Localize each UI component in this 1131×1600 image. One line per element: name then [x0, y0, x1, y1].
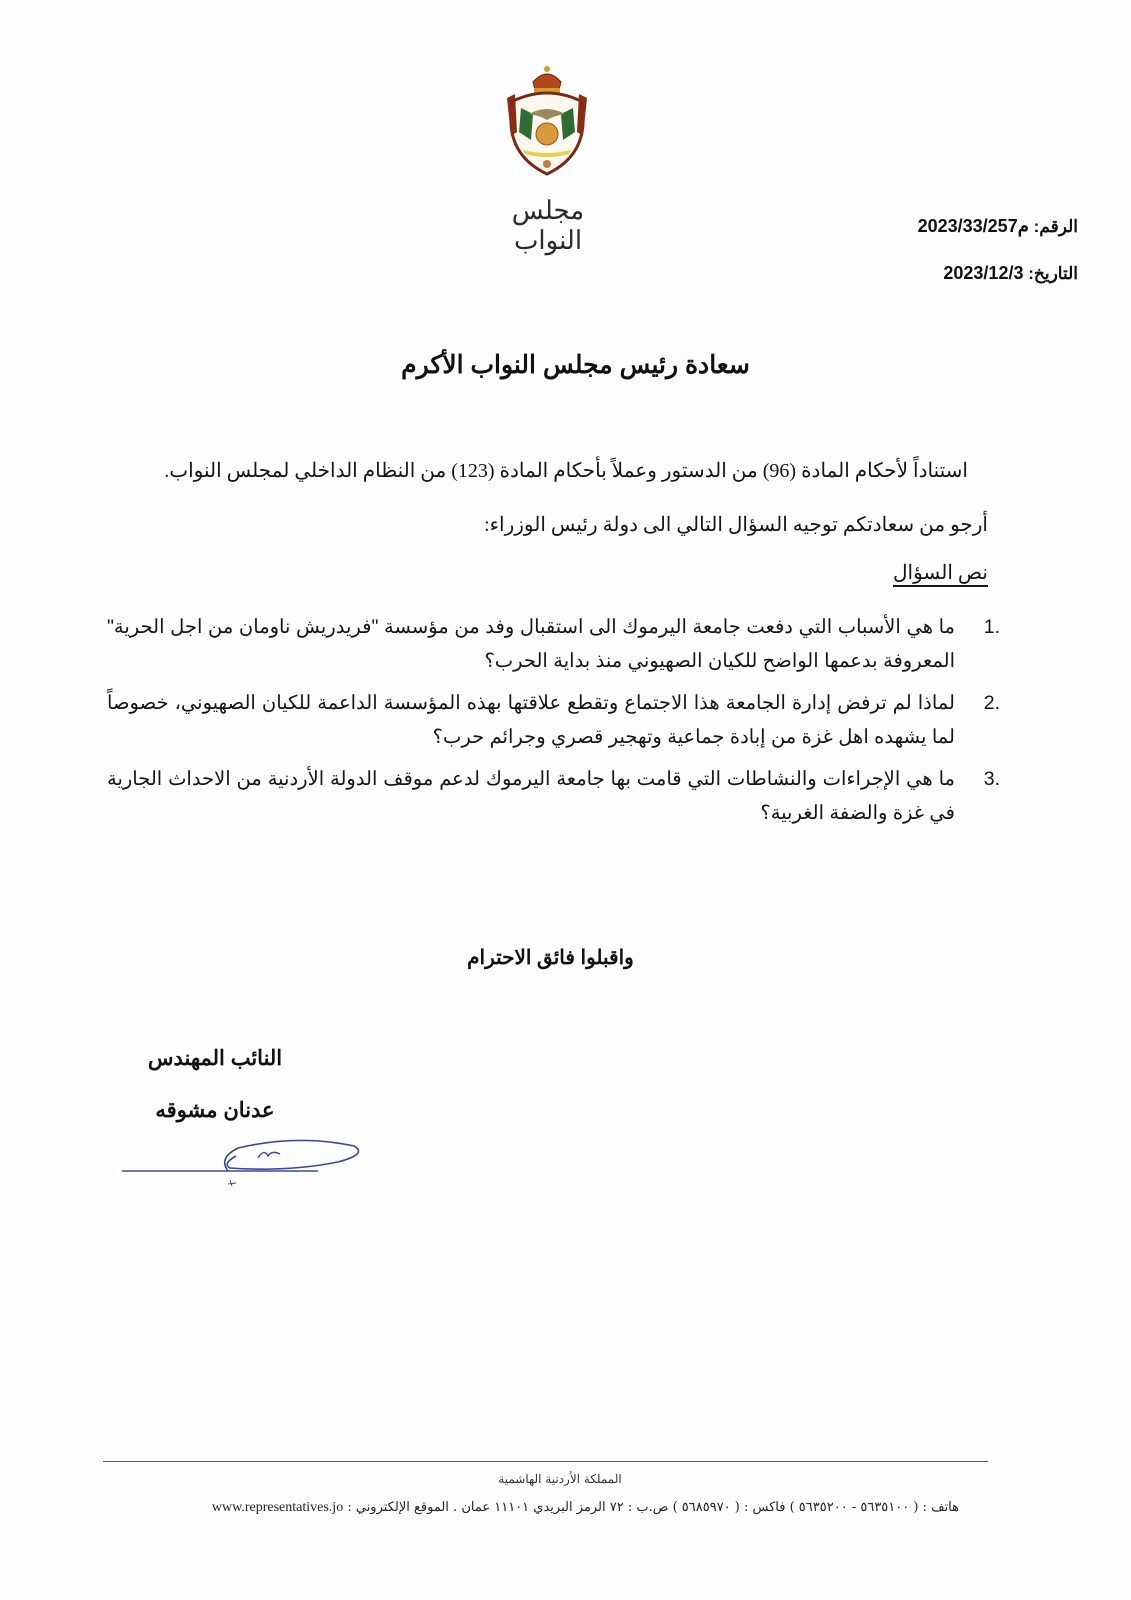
jordan-coat-of-arms-icon [503, 62, 591, 182]
question-text: ما هي الأسباب التي دفعت جامعة اليرموك الى استقبال وفد من مؤسسة "فريدريش ناومان من اجل الحرية" المعروفة بدعمها الواضح للكيان الصهيوني منذ بداية الحرب؟ [107, 616, 955, 672]
question-item [107, 610, 1000, 678]
closing-text: واقبلوا فائق الاحترام [467, 947, 634, 969]
footer-website-link[interactable]: www.representatives.jo [211, 1500, 344, 1515]
addressee-heading [0, 350, 1131, 380]
question-number: 2. [983, 692, 1000, 714]
reference-value: م2023/33/257 [917, 216, 1029, 236]
footer-kingdom-calligraphy: المملكة الأردنية الهاشمية [498, 1472, 622, 1486]
addressee-text: سعادة رئيس مجلس النواب الأكرم [401, 351, 750, 379]
letter-date [918, 250, 1078, 297]
reference-block [918, 203, 1078, 297]
signatory-name: عدنان مشوقه [155, 1099, 275, 1122]
date-value: 2023/12/3 [943, 263, 1024, 283]
handwritten-signature [118, 1128, 368, 1188]
signatory-title: النائب المهندس [147, 1047, 283, 1070]
footer-contact-details: هاتف : ( ٥٦٣٥١٠٠ - ٥٦٣٥٢٠٠ ) فاكس : ( ٥٦٨٥٩٧٠ ) ص.ب : ٧٢ الرمز البريدي ١١١٠١ عمان . الموقع الإلكتروني : [347, 1500, 959, 1515]
question-item [107, 762, 1000, 830]
closing-salutation [0, 945, 1131, 970]
footer-contact-line [133, 1500, 959, 1516]
paragraph-request: أرجو من سعادتكم توجيه السؤال التالي الى دولة رئيس الوزراء: [484, 514, 988, 536]
question-text: لماذا لم ترفض إدارة الجامعة هذا الاجتماع وتقطع علاقتها بهذه المؤسسة الداعمة للكيان الصهيوني، خصوصاً لما يشهده اهل غزة من إبادة جماعية وتهجير قصري وجرائم حرب؟ [107, 692, 955, 748]
parliament-logo: مجلس النواب [511, 196, 585, 256]
reference-label: الرقم: [1033, 217, 1078, 236]
question-number: 1. [983, 616, 1000, 638]
footer-divider [103, 1461, 988, 1462]
questions-heading: نص السؤال [893, 562, 988, 584]
questions-list [107, 610, 1000, 838]
reference-number [918, 203, 1078, 250]
question-item [107, 686, 1000, 754]
question-number: 3. [983, 768, 1000, 790]
question-text: ما هي الإجراءات والنشاطات التي قامت بها جامعة اليرموك لدعم موقف الدولة الأردنية من الاحداث الجارية في غزة والضفة الغربية؟ [107, 768, 955, 824]
paragraph-legal-basis: استناداً لأحكام المادة (96) من الدستور وعملاً بأحكام المادة (123) من النظام الداخلي لمجلس النواب. [164, 460, 968, 482]
date-label: التاريخ: [1028, 264, 1078, 283]
